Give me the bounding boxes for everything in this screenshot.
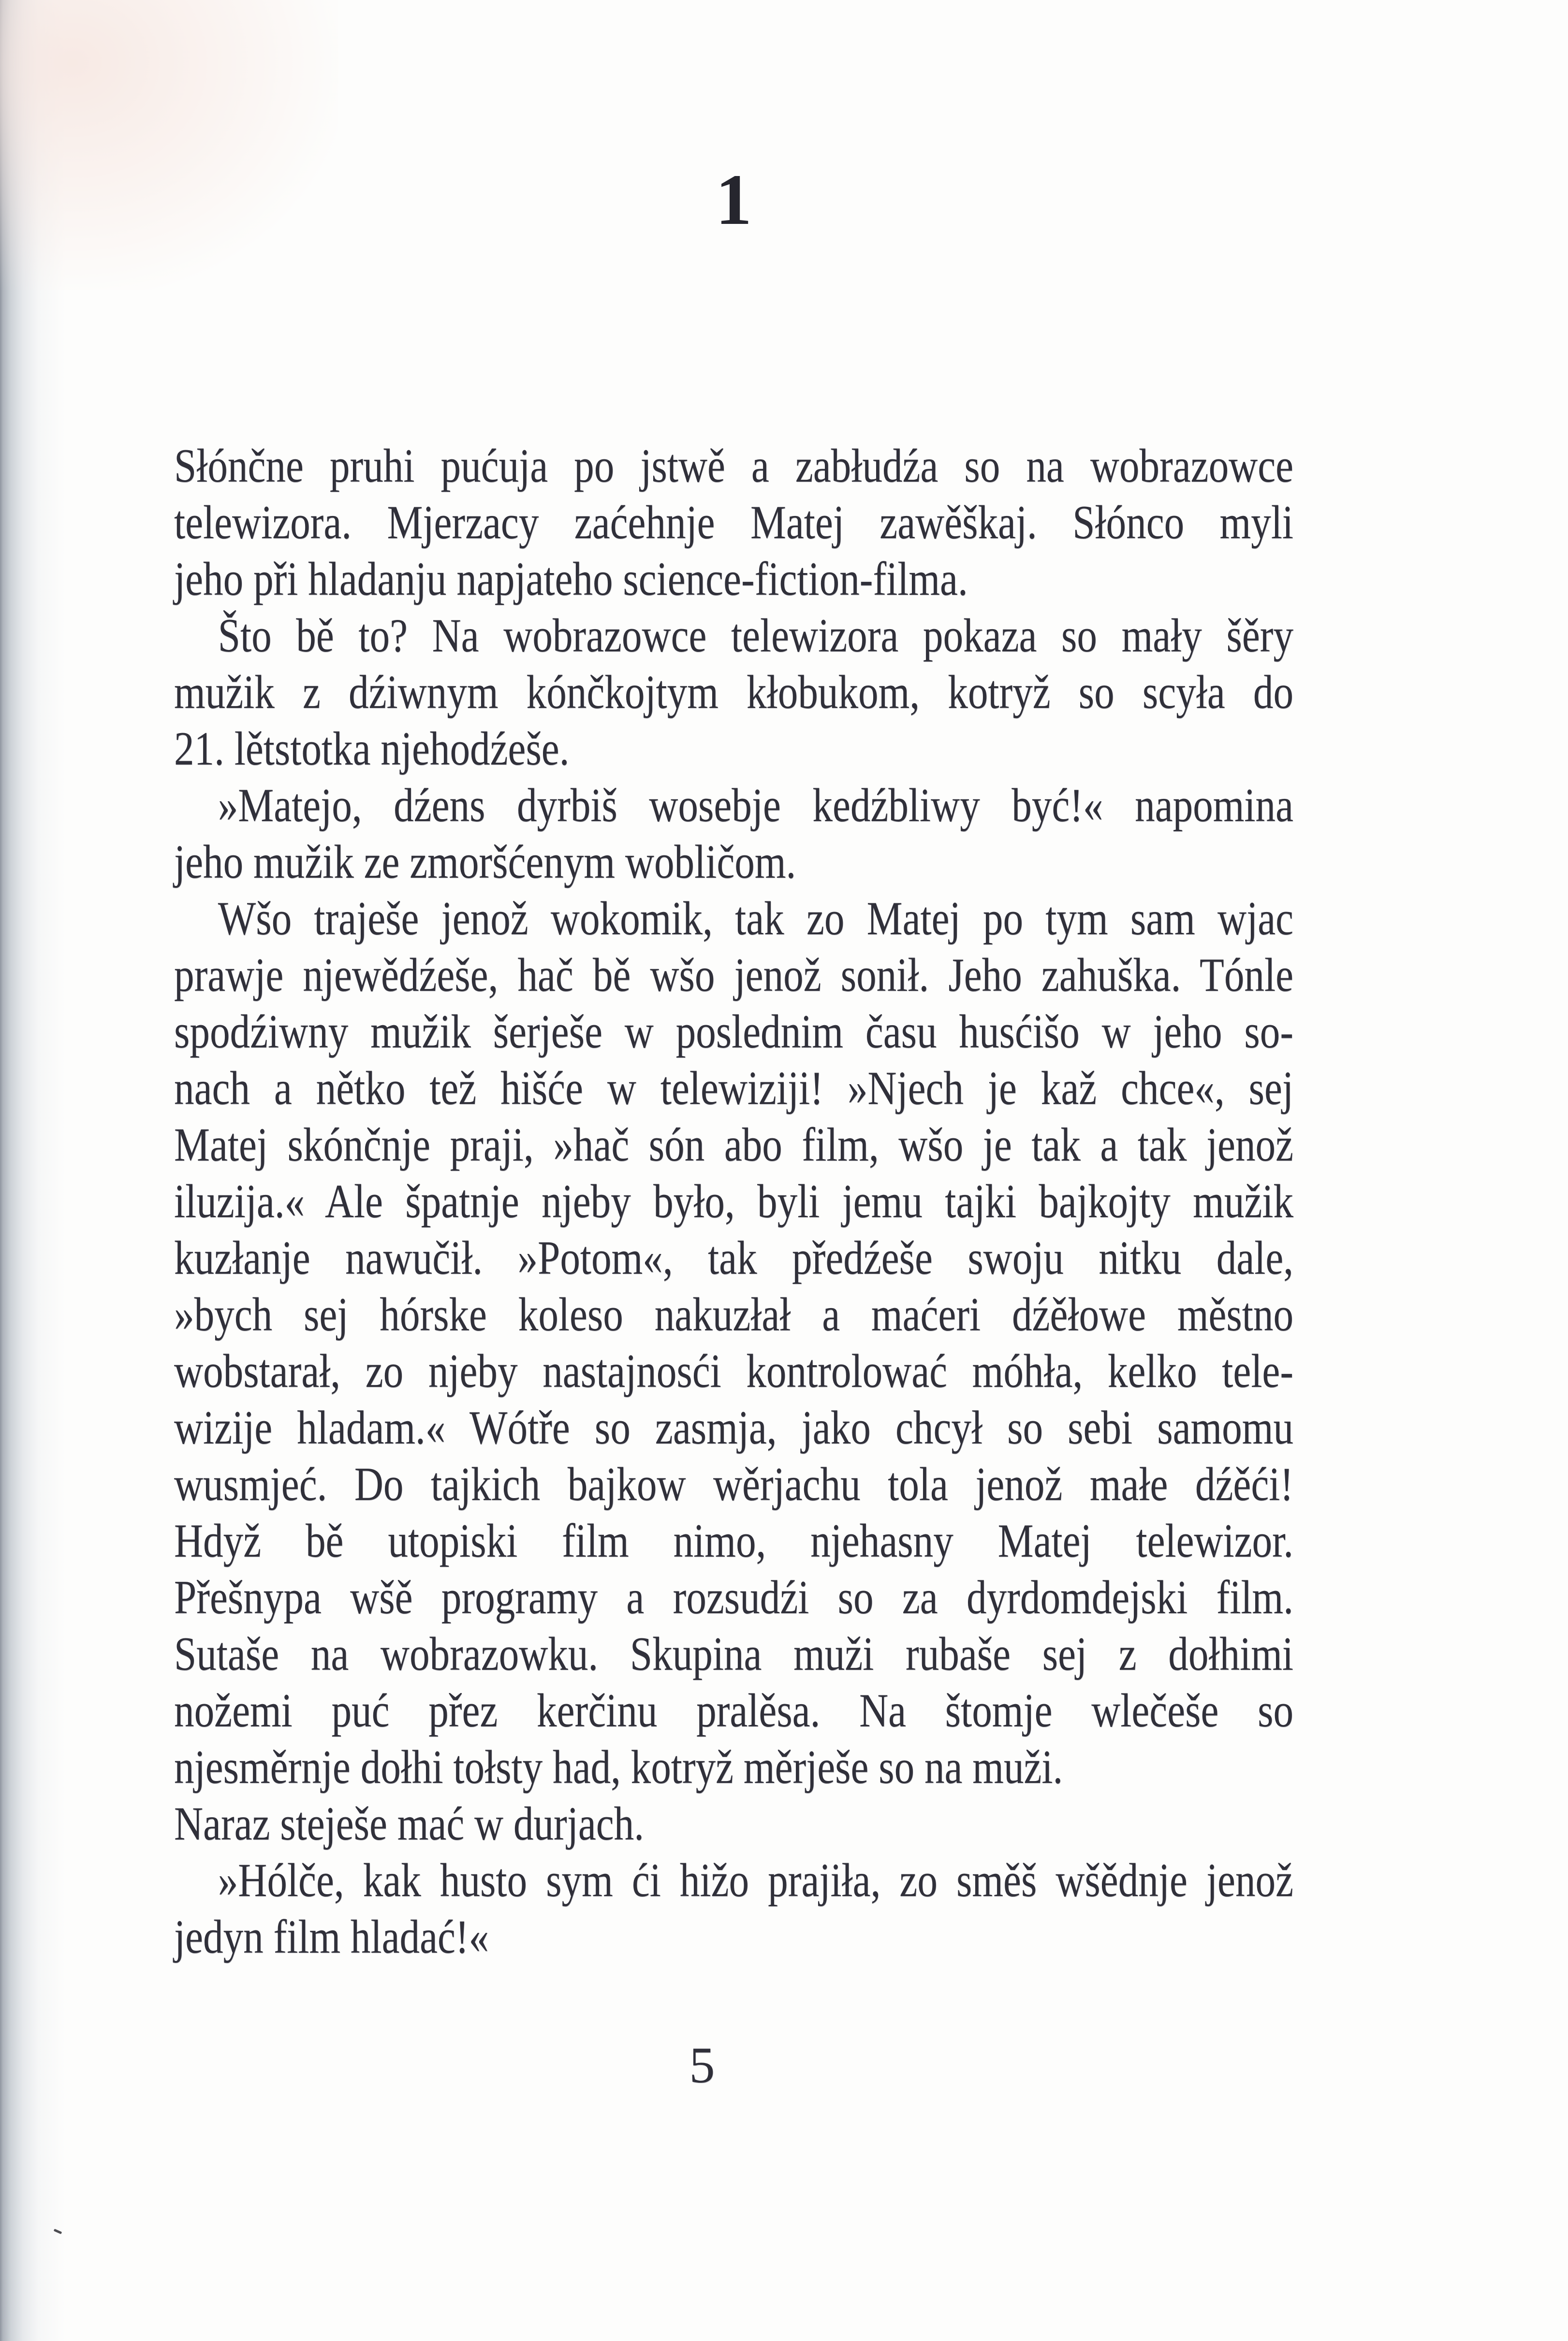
text-line: jedyn film hladać!« — [174, 1911, 489, 1963]
paragraph — [174, 1852, 1293, 1965]
text-line: nožemi puć přez kerčinu pralěsa. Na štomje wlečeše so — [174, 1684, 1294, 1737]
page-number: 5 — [689, 2037, 715, 2093]
text-line: wobstarał, zo njeby nastajnosći kontrolować móhła, kelko tele- — [174, 1345, 1294, 1398]
scan-edge-shadow — [0, 0, 68, 2341]
text-line: wusmjeć. Do tajkich bajkow wěrjachu tola jenož małe dźěći! — [174, 1458, 1294, 1511]
text-line: Sutaše na wobrazowku. Skupina muži rubaše sej z dołhimi — [174, 1628, 1294, 1680]
paragraph — [174, 1796, 1293, 1852]
text-line: telewizora. Mjerzacy zaćehnje Matej zawěškaj. Słónco myli — [174, 496, 1294, 549]
body-text — [174, 438, 1293, 1965]
text-line: njesměrnje dołhi tołsty had, kotryž měrješe so na muži. — [174, 1741, 1063, 1794]
text-line: Hdyž bě utopiski film nimo, njehasny Matej telewizor. — [174, 1515, 1294, 1567]
text-line: jeho při hladanju napjateho science-fiction-filma. — [174, 553, 968, 605]
text-line: kuzłanje nawučił. »Potom«, tak předźeše swoju nitku dale, — [174, 1232, 1294, 1284]
text-line: Naraz steješe mać w durjach. — [174, 1797, 645, 1850]
text-line: mužik z dźiwnym kónčkojtym kłobukom, kotryž so scyła do — [174, 666, 1294, 719]
paragraph — [174, 438, 1293, 607]
text-line: »bych sej hórske koleso nakuzłał a maćeri dźěłowe městno — [174, 1288, 1294, 1341]
text-line: 21. lětstotka njehodźeše. — [174, 722, 570, 775]
text-line: jeho mužik ze zmoršćenym wobličom. — [174, 836, 796, 888]
paragraph — [174, 890, 1293, 1796]
text-line: »Matejo, dźens dyrbiš wosebje kedźbliwy być!« napomina — [218, 779, 1294, 832]
text-line: Wšo traješe jenož wokomik, tak zo Matej po tym sam wjac — [218, 892, 1294, 945]
text-line: wizije hladam.« Wótře so zasmja, jako chcył so sebi samomu — [174, 1401, 1294, 1454]
text-line: Słónčne pruhi pućuja po jstwě a zabłudźa so na wobrazowce — [174, 440, 1294, 492]
text-line: nach a nětko tež hišće w telewiziji! »Njech je kaž chce«, sej — [174, 1062, 1294, 1115]
text-line: Što bě to? Na wobrazowce telewizora pokaza so mały šěry — [218, 609, 1294, 662]
text-line: Přešnypa wšě programy a rozsudźi so za dyrdomdejski film. — [174, 1571, 1294, 1624]
text-line: iluzija.« Ale špatnje njeby było, byli jemu tajki bajkojty mužik — [174, 1175, 1294, 1228]
text-line: »Hólče, kak husto sym ći hižo prajiła, zo směš wšědnje jenož — [218, 1854, 1294, 1907]
paragraph — [174, 607, 1293, 777]
chapter-number: 1 — [716, 160, 752, 240]
text-line: spodźiwny mužik šerješe w poslednim času husćišo w jeho so- — [174, 1005, 1294, 1058]
text-line: Matej skónčnje praji, »hač són abo film, wšo je tak a tak jenož — [174, 1119, 1294, 1171]
text-line: prawje njewědźeše, hač bě wšo jenož sonił. Jeho zahuška. Tónle — [174, 949, 1294, 1001]
paragraph — [174, 777, 1293, 890]
